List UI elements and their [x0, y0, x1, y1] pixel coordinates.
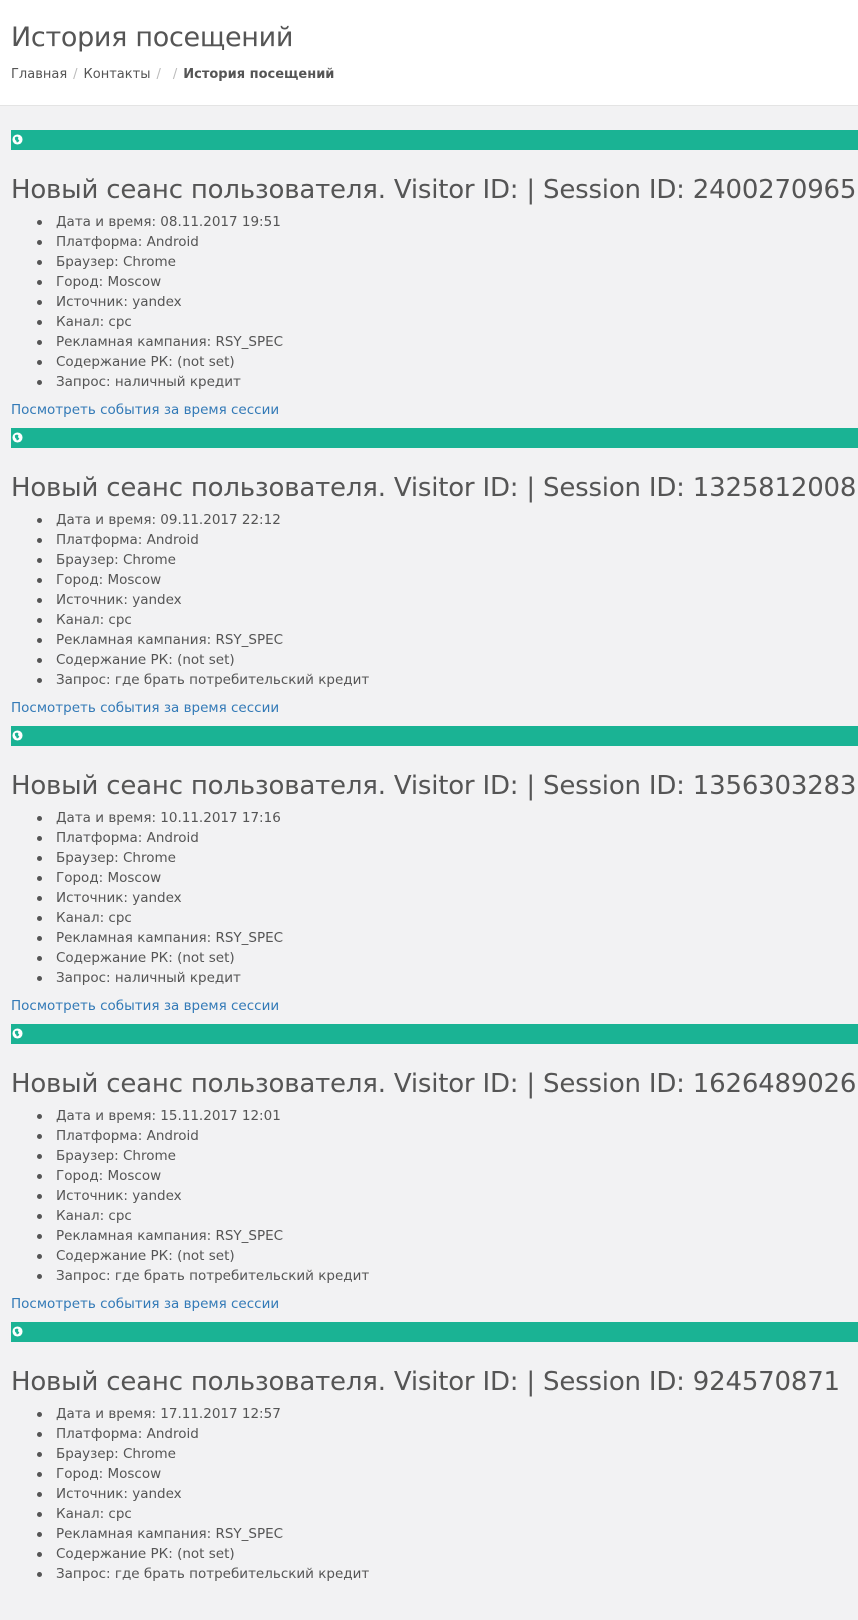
session-campaign: Рекламная кампания: RSY_SPEC	[56, 928, 858, 948]
session-browser: Браузер: Chrome	[56, 1146, 858, 1166]
globe-icon	[12, 1326, 23, 1337]
session-ad-content: Содержание РК: (not set)	[56, 650, 858, 670]
session-campaign: Рекламная кампания: RSY_SPEC	[56, 1226, 858, 1246]
globe-icon	[12, 134, 23, 145]
session-details	[0, 510, 858, 690]
session-platform: Платформа: Android	[56, 530, 858, 550]
session-entry	[0, 428, 858, 726]
session-query: Запрос: где брать потребительский кредит	[56, 1564, 858, 1584]
session-title: Новый сеанс пользователя. Visitor ID: | Session ID: 1356303283	[11, 771, 857, 801]
session-details	[0, 212, 858, 392]
session-platform: Платформа: Android	[56, 1424, 858, 1444]
session-ad-content: Содержание РК: (not set)	[56, 1246, 858, 1266]
session-source: Источник: yandex	[56, 590, 858, 610]
session-details	[0, 1106, 858, 1286]
session-title: Новый сеанс пользователя. Visitor ID: | Session ID: 1325812008	[11, 473, 857, 503]
session-city: Город: Moscow	[56, 868, 858, 888]
breadcrumb-separator: /	[156, 67, 161, 82]
session-timeline-bar	[11, 1322, 858, 1342]
session-datetime: Дата и время: 15.11.2017 12:01	[56, 1106, 858, 1126]
session-source: Источник: yandex	[56, 888, 858, 908]
session-campaign: Рекламная кампания: RSY_SPEC	[56, 332, 858, 352]
breadcrumb-current: История посещений	[183, 67, 335, 82]
breadcrumb-separator: /	[73, 67, 78, 82]
session-city: Город: Moscow	[56, 570, 858, 590]
session-source: Источник: yandex	[56, 1484, 858, 1504]
breadcrumb-separator: /	[172, 67, 178, 82]
breadcrumb-home[interactable]: Главная	[11, 67, 68, 82]
session-entry	[0, 130, 858, 428]
session-title: Новый сеанс пользователя. Visitor ID: | Session ID: 924570871	[11, 1367, 840, 1397]
session-browser: Браузер: Chrome	[56, 848, 858, 868]
session-browser: Браузер: Chrome	[56, 550, 858, 570]
session-datetime: Дата и время: 17.11.2017 12:57	[56, 1404, 858, 1424]
session-query: Запрос: наличный кредит	[56, 968, 858, 988]
breadcrumb-contacts[interactable]: Контакты	[83, 67, 151, 82]
session-city: Город: Moscow	[56, 1166, 858, 1186]
session-channel: Канал: cpc	[56, 1206, 858, 1226]
session-ad-content: Содержание РК: (not set)	[56, 352, 858, 372]
globe-icon	[12, 1028, 23, 1039]
session-query: Запрос: где брать потребительский кредит	[56, 1266, 858, 1286]
session-entry	[0, 726, 858, 1024]
session-source: Источник: yandex	[56, 292, 858, 312]
page-title: История посещений	[11, 22, 294, 53]
session-datetime: Дата и время: 08.11.2017 19:51	[56, 212, 858, 232]
session-title: Новый сеанс пользователя. Visitor ID: | Session ID: 2400270965	[11, 175, 857, 205]
session-campaign: Рекламная кампания: RSY_SPEC	[56, 630, 858, 650]
globe-icon	[12, 432, 23, 443]
session-entry	[0, 1024, 858, 1322]
session-query: Запрос: где брать потребительский кредит	[56, 670, 858, 690]
session-browser: Браузер: Chrome	[56, 1444, 858, 1464]
session-query: Запрос: наличный кредит	[56, 372, 858, 392]
session-timeline-bar	[11, 726, 858, 746]
page-header	[0, 0, 858, 106]
breadcrumb	[11, 66, 847, 84]
session-list-container	[0, 130, 858, 1620]
view-session-events-link[interactable]: Посмотреть события за время сессии	[11, 402, 280, 418]
session-datetime: Дата и время: 10.11.2017 17:16	[56, 808, 858, 828]
globe-icon	[12, 730, 23, 741]
session-platform: Платформа: Android	[56, 1126, 858, 1146]
session-campaign: Рекламная кампания: RSY_SPEC	[56, 1524, 858, 1544]
session-ad-content: Содержание РК: (not set)	[56, 1544, 858, 1564]
session-channel: Канал: cpc	[56, 312, 858, 332]
session-city: Город: Moscow	[56, 1464, 858, 1484]
session-city: Город: Moscow	[56, 272, 858, 292]
view-session-events-link[interactable]: Посмотреть события за время сессии	[11, 1296, 280, 1312]
session-platform: Платформа: Android	[56, 232, 858, 252]
view-session-events-link[interactable]: Посмотреть события за время сессии	[11, 700, 280, 716]
session-timeline-bar	[11, 1024, 858, 1044]
session-details	[0, 808, 858, 988]
session-channel: Канал: cpc	[56, 610, 858, 630]
session-channel: Канал: cpc	[56, 1504, 858, 1524]
session-timeline-bar	[11, 428, 858, 448]
session-details	[0, 1404, 858, 1584]
session-datetime: Дата и время: 09.11.2017 22:12	[56, 510, 858, 530]
session-ad-content: Содержание РК: (not set)	[56, 948, 858, 968]
session-title: Новый сеанс пользователя. Visitor ID: | Session ID: 1626489026	[11, 1069, 857, 1099]
session-source: Источник: yandex	[56, 1186, 858, 1206]
session-channel: Канал: cpc	[56, 908, 858, 928]
session-entry	[0, 1322, 858, 1620]
session-platform: Платформа: Android	[56, 828, 858, 848]
session-timeline-bar	[11, 130, 858, 150]
session-browser: Браузер: Chrome	[56, 252, 858, 272]
view-session-events-link[interactable]: Посмотреть события за время сессии	[11, 998, 280, 1014]
